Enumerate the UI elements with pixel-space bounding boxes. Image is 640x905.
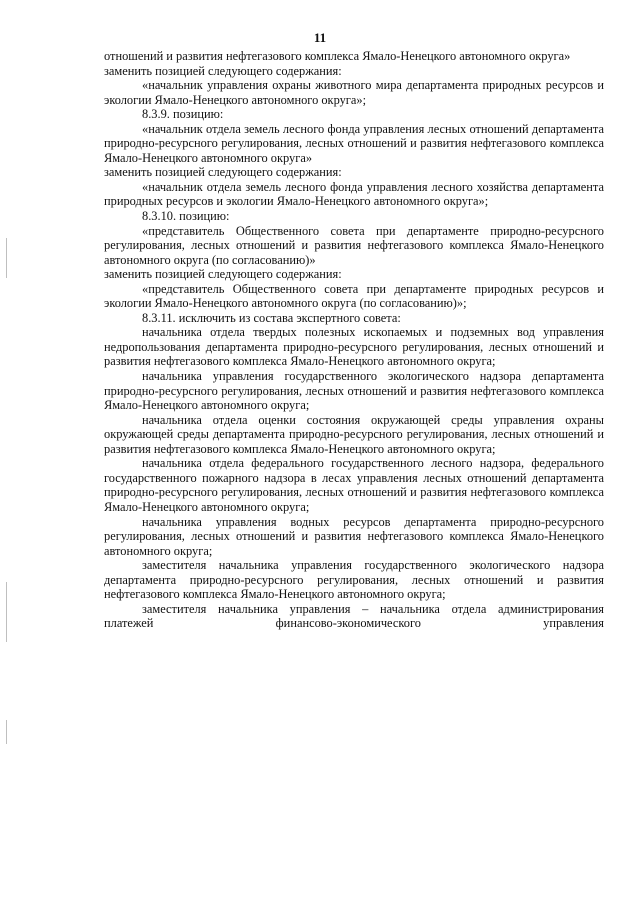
paragraph-replace-note: заменить позицией следующего содержания: bbox=[104, 63, 342, 78]
paragraph-excluded-member: заместителя начальника управления государственного экологического надзора департамента природно-ресурсного регулирования, лесных отношений и развития нефтегазового комплекса Ямало-Ненецкого автономного округа; bbox=[104, 558, 604, 602]
paragraph-excluded-member-continued: заместителя начальника управления – начальника отдела администрирования платежей финансово-экономического управления bbox=[104, 601, 604, 631]
paragraph-excluded-member: начальника отдела твердых полезных ископаемых и подземных вод управления недропользования департамента природно-ресурсного регулирования, лесных отношений и развития нефтегазового комплекса Ямало-Ненецкого автономного округа; bbox=[104, 325, 604, 369]
scan-edge-mark bbox=[6, 238, 7, 278]
paragraph-new-position: «представитель Общественного совета при департаменте природных ресурсов и экологии Ямало-Ненецкого автономного округа (по согласованию)»; bbox=[104, 281, 604, 311]
paragraph-old-position: «начальник отдела земель лесного фонда управления лесных отношений департамента природно-ресурсного регулирования, лесных отношений и развития нефтегазового комплекса Ямало-Ненецкого автономного округа» bbox=[104, 121, 604, 165]
paragraph-replace-note: заменить позицией следующего содержания: bbox=[104, 165, 342, 180]
paragraph-new-position: «начальник управления охраны животного мира департамента природных ресурсов и экологии Ямало-Ненецкого автономного округа»; bbox=[104, 78, 604, 107]
paragraph-item-8-3-11: 8.3.11. исключить из состава экспертного совета: bbox=[142, 310, 401, 325]
paragraph-item-8-3-10: 8.3.10. позицию: bbox=[142, 209, 230, 224]
paragraph-old-position: «представитель Общественного совета при департаменте природно-ресурсного регулирования, лесных отношений и развития нефтегазового комплекса Ямало-Ненецкого автономного округа (по согласованию)» bbox=[104, 223, 604, 267]
page-number: 11 bbox=[313, 30, 327, 45]
document-body bbox=[104, 49, 604, 631]
paragraph-excluded-member: начальника управления водных ресурсов департамента природно-ресурсного регулирования, лесных отношений и развития нефтегазового комплекса Ямало-Ненецкого автономного округа; bbox=[104, 514, 604, 558]
paragraph-excluded-member: начальника управления государственного экологического надзора департамента природно-ресурсного регулирования, лесных отношений и развития нефтегазового комплекса Ямало-Ненецкого автономного округа; bbox=[104, 369, 604, 413]
scan-edge-mark bbox=[6, 720, 7, 744]
paragraph-item-8-3-9: 8.3.9. позицию: bbox=[142, 107, 224, 122]
scan-edge-mark bbox=[6, 582, 7, 642]
paragraph-excluded-member: начальника отдела федерального государственного лесного надзора, федерального государственного пожарного надзора в лесах управления лесных отношений департамента природно-ресурсного регулирования, лесных отношений и развития нефтегазового комплекса Ямало-Ненецкого автономного округа; bbox=[104, 456, 604, 514]
paragraph-replace-note: заменить позицией следующего содержания: bbox=[104, 267, 342, 282]
paragraph-continuation: отношений и развития нефтегазового комплекса Ямало-Ненецкого автономного округа» bbox=[104, 49, 571, 63]
paragraph-new-position: «начальник отдела земель лесного фонда управления лесного хозяйства департамента природных ресурсов и экологии Ямало-Ненецкого автономного округа»; bbox=[104, 179, 604, 209]
paragraph-excluded-member: начальника отдела оценки состояния окружающей среды управления охраны окружающей среды департамента природно-ресурсного регулирования, лесных отношений и развития нефтегазового комплекса Ямало-Ненецкого автономного округа; bbox=[104, 412, 604, 456]
